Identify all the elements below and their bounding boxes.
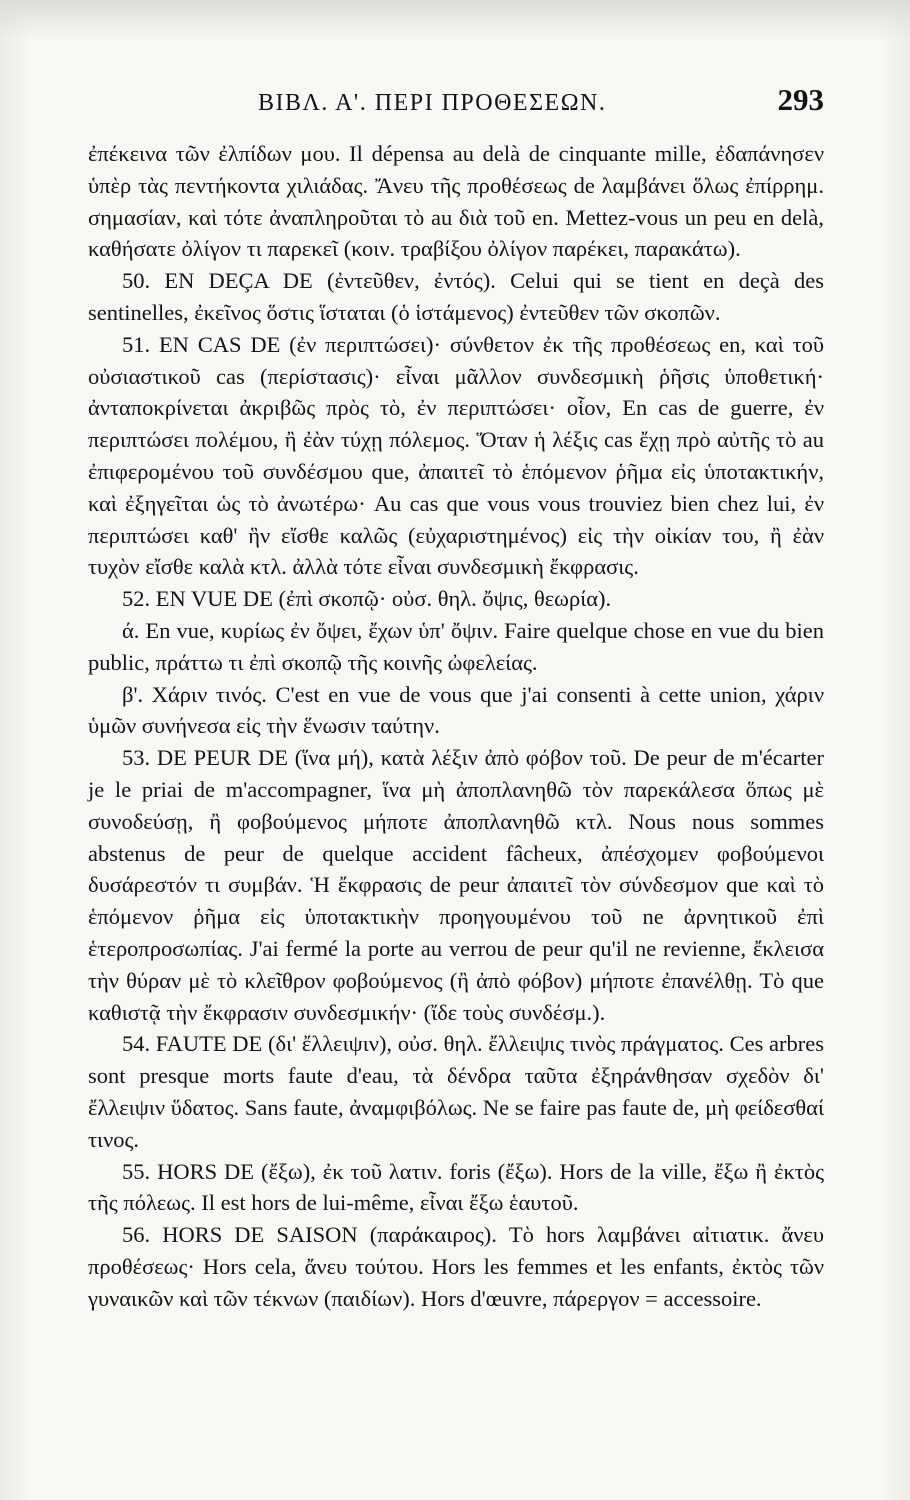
entry-55-hors-de: 55. HORS DE (ἔξω), ἐκ τοῦ λατιν. foris (ἔξω). Hors de la ville, ἔξω ἢ ἐκτὸς τῆς πόλεως. Il est hors de lui-même, εἶναι ἔξω ἑαυτοῦ. — [88, 1158, 824, 1216]
entry-52-sense-b: β'. Χάριν τινός. C'est en vue de vous que j'ai consenti à cette union, χάριν ὑμῶν συνήνεσα εἰς τὴν ἕνωσιν ταύτην. — [88, 681, 824, 739]
entry-53-de-peur-de: 53. DE PEUR DE (ἵνα μή), κατὰ λέξιν ἀπὸ φόβον τοῦ. De peur de m'écarter je le priai de m'accompagner, ἵνα μὴ ἀποπλανηθῶ τὸν παρεκάλεσα ὅπως μὲ συνοδεύσῃ, ἢ φοβούμενος μήποτε ἀποπλανηθῶ κτλ. Nous nous sommes abstenus de peur de quelque accident fâcheux, ἀπέσχομεν φοβούμενοι δυσάρεστόν τι συμβάν. Ἡ ἔκφρασις de peur ἀπαιτεῖ τὸν σύνδεσμον que καὶ τὸ ἑπόμενον ῥῆμα εἰς ὑποτακτικὴν προηγουμένου τοῦ ne ἀρνητικοῦ ἐπὶ ἑτεροπροσωπίας. J'ai fermé la porte au verrou de peur qu'il ne revienne, ἔκλεισα τὴν θύραν μὲ τὸ κλεῖθρον φοβούμενος (ἢ ἀπὸ φόβον) μήποτε ἐπανέλθῃ. Τὸ que καθιστᾷ τὴν ἔκφρασιν συνδεσμικήν· (ἴδε τοὺς συνδέσμ.). — [88, 745, 824, 1025]
entry-56-hors-de-saison: 56. HORS DE SAISON (παράκαιρος). Τὸ hors λαμβάνει αἰτιατικ. ἄνευ προθέσεως· Hors cela, ἄνευ τούτου. Hors les femmes et les enfants, ἐκτὸς τῶν γυναικῶν καὶ τῶν τέκνων (παιδίων). Hors d'œuvre, πάρεργον = accessoire. — [88, 1222, 824, 1311]
entry-51-en-cas-de: 51. EN CAS DE (ἐν περιπτώσει)· σύνθετον ἐκ τῆς προθέσεως en, καὶ τοῦ οὐσιαστικοῦ cas (περίστασις)· εἶναι μᾶλλον συνδεσμικὴ ῥῆσις ὑποθετική· ἀνταποκρίνεται ἀκριβῶς πρὸς τὸ, ἐν περιπτώσει· οἷον, En cas de guerre, ἐν περιπτώσει πολέμου, ἢ ἐὰν τύχῃ πόλεμος. Ὅταν ἡ λέξις cas ἔχῃ πρὸ αὐτῆς τὸ au ἐπιφερομένου τοῦ συνδέσμου que, ἀπαιτεῖ τὸ ἑπόμενον ῥῆμα εἰς ὑποτακτικήν, καὶ ἐξηγεῖται ὡς τὸ ἀνωτέρω· Au cas que vous vous trouviez bien chez lui, ἐν περιπτώσει καθ' ἣν εἴσθε καλῶς (εὐχαριστημένος) εἰς τὴν οἰκίαν του, ἢ ἐὰν τυχὸν εἴσθε καλὰ κτλ. ἀλλὰ τότε εἶναι συνδεσμικὴ ἔκφρασις. — [88, 331, 824, 580]
entry-52-sense-a: ά. En vue, κυρίως ἐν ὄψει, ἔχων ὑπ' ὄψιν. Faire quelque chose en vue du bien public, πράττω τι ἐπὶ σκοπῷ τῆς κοινῆς ὠφελείας. — [88, 617, 824, 675]
running-title: ΒΙΒΛ. Α'. ΠΕΡΙ ΠΡΟΘΕΣΕΩΝ. — [258, 90, 607, 116]
bleed-through-shadow — [0, 0, 910, 40]
page-number: 293 — [777, 82, 824, 117]
body-text — [88, 138, 824, 1314]
entry-50-en-deca-de: 50. EN DEÇA DE (ἐντεῦθεν, ἐντός). Celui qui se tient en deçà des sentinelles, ἐκεῖνος ὅστις ἵσταται (ὁ ἱστάμενος) ἐντεῦθεν τῶν σκοπῶν. — [88, 268, 824, 325]
running-head — [88, 82, 824, 118]
entry-54-faute-de: 54. FAUTE DE (δι' ἔλλειψιν), οὐσ. θηλ. ἔλλειψις τινὸς πράγματος. Ces arbres sont presque morts faute d'eau, τὰ δένδρα ταῦτα ἐξηράνθησαν σχεδὸν δι' ἔλλειψιν ὕδατος. Sans faute, ἀναμφιβόλως. Ne se faire pas faute de, μὴ φείδεσθαί τινος. — [88, 1031, 824, 1152]
entry-52-en-vue-de: 52. EN VUE DE (ἐπὶ σκοπῷ· οὐσ. θηλ. ὄψις, θεωρία). — [122, 586, 612, 612]
paragraph-continuation: ἐπέκεινα τῶν ἐλπίδων μου. Il dépensa au delà de cinquante mille, ἐδαπάνησεν ὑπὲρ τὰς πεντήκοντα χιλιάδας. Ἄνευ τῆς προθέσεως de λαμβάνει ὅλως ἐπίρρημ. σημασίαν, καὶ τότε ἀναπληροῦται τὸ au διὰ τοῦ en. Mettez-vous un peu en delà, καθήσατε ὀλίγον τι παρεκεῖ (κοιν. τραβίξου ὀλίγον παρέκει, παρακάτω). — [88, 141, 824, 262]
